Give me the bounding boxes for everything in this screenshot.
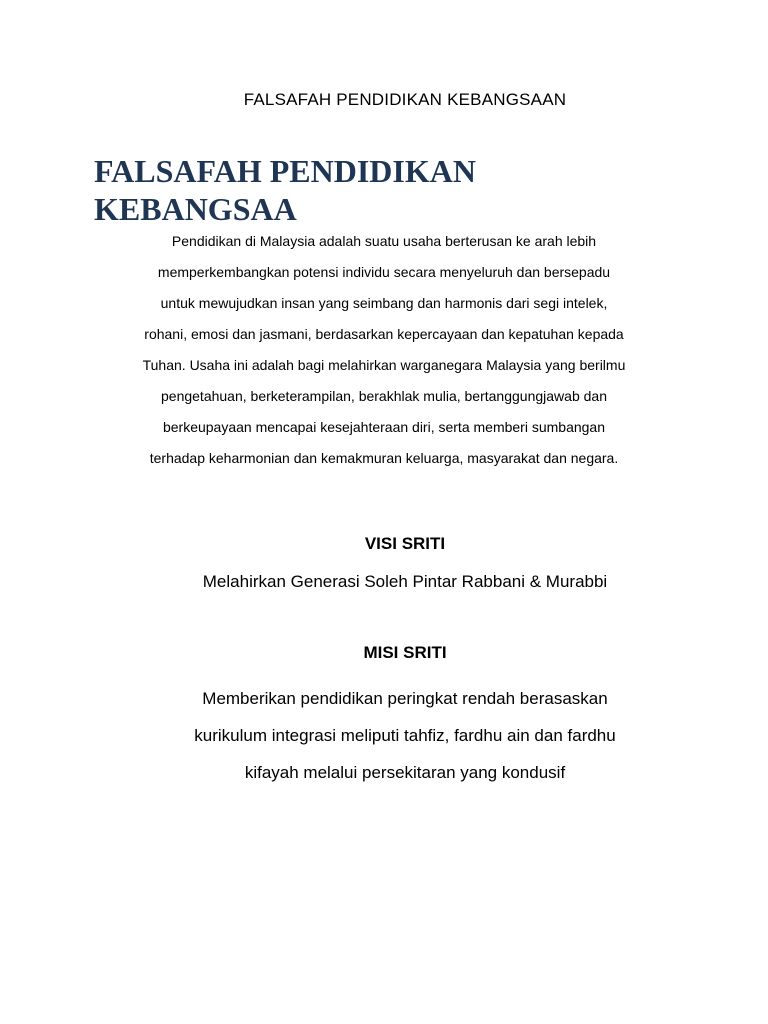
philosophy-line: berkeupayaan mencapai kesejahteraan diri, serta memberi sumbangan (162, 419, 606, 435)
philosophy-line: terhadap keharmonian dan kemakmuran keluarga, masyarakat dan negara. (149, 450, 619, 466)
misi-heading: MISI SRITI (363, 643, 447, 662)
misi-line: kurikulum integrasi meliputi tahfiz, fardhu ain dan fardhu (194, 726, 616, 745)
misi-line: Memberikan pendidikan peringkat rendah berasaskan (202, 689, 608, 708)
philosophy-line: rohani, emosi dan jasmani, berdasarkan kepercayaan dan kepatuhan kepada (144, 326, 624, 342)
philosophy-line: Pendidikan di Malaysia adalah suatu usaha berterusan ke arah lebih (171, 233, 597, 249)
philosophy-line: untuk mewujudkan insan yang seimbang dan harmonis dari segi intelek, (160, 295, 608, 311)
page-title-line-1: FALSAFAH PENDIDIKAN (94, 153, 476, 189)
header-title: FALSAFAH PENDIDIKAN KEBANGSAAN (243, 90, 567, 109)
philosophy-paragraph (90, 226, 678, 474)
misi-paragraph (0, 680, 768, 791)
philosophy-line: Tuhan. Usaha ini adalah bagi melahirkan warganegara Malaysia yang berilmu (142, 357, 626, 373)
misi-line: kifayah melalui persekitaran yang kondusif (244, 763, 566, 782)
visi-heading: VISI SRITI (364, 534, 446, 553)
visi-text: Melahirkan Generasi Soleh Pintar Rabbani & Murabbi (202, 572, 608, 591)
page-title (94, 152, 654, 228)
philosophy-line: memperkembangkan potensi individu secara menyeluruh dan bersepadu (157, 264, 611, 280)
page-title-line-2: KEBANGSAA (94, 191, 297, 227)
philosophy-line: pengetahuan, berketerampilan, berakhlak mulia, bertanggungjawab dan (161, 388, 607, 404)
